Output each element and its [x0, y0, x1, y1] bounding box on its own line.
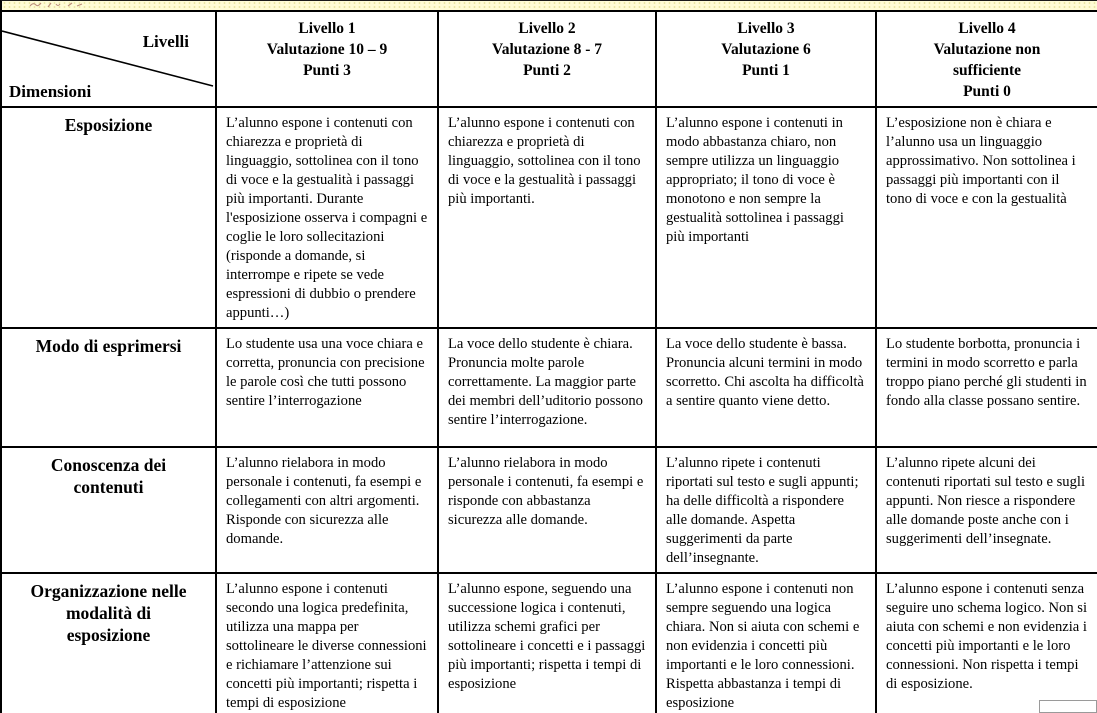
- partial-textbox-corner: [1039, 700, 1097, 713]
- cell-esposizione-livello-2: L’alunno espone i contenuti con chiarezza e proprietà di linguaggio, sottolinea con il tono di voce e la gestualità i passaggi più importanti.: [438, 107, 656, 328]
- table-row: [1, 328, 1097, 447]
- cell-esposizione-livello-4: L’esposizione non è chiara e l’alunno usa un linguaggio approssimativo. Non sottolinea i passaggi più importanti con il tono di voce e con la gestualità: [876, 107, 1097, 328]
- level-title: Livello 2: [518, 20, 576, 37]
- header-row: [1, 11, 1097, 107]
- level-punti: Punti 1: [742, 62, 790, 79]
- cell-modo-livello-3: La voce dello studente è bassa. Pronuncia alcuni termini in modo scorretto. Chi ascolta ha difficoltà a sentire quanto viene detto.: [656, 328, 876, 447]
- evaluation-rubric-table: [0, 10, 1097, 713]
- levels-label: Livelli: [142, 32, 189, 51]
- cell-conoscenza-livello-2: L’alunno rielabora in modo personale i contenuti, fa esempi e risponde con abbastanza sicurezza alle domande.: [438, 447, 656, 573]
- level-3-header: [656, 11, 876, 107]
- corner-cell: [1, 11, 216, 107]
- level-punti: Punti 0: [963, 83, 1011, 100]
- cell-organizzazione-livello-1: L’alunno espone i contenuti secondo una logica predefinita, utilizza una mappa per sottolineare le diverse connessioni e richiamare l’attenzione sui concetti più importanti; rispetta i tempi di esposizione: [216, 573, 438, 713]
- cell-modo-livello-4: Lo studente borbotta, pronuncia i termini in modo scorretto e parla troppo piano perché gli studenti in fondo alla classe possano sentire.: [876, 328, 1097, 447]
- level-title: Livello 3: [737, 20, 795, 37]
- dimension-label-conoscenza: Conoscenza dei contenuti: [1, 447, 216, 573]
- level-title: Livello 4: [958, 20, 1016, 37]
- cell-conoscenza-livello-1: L’alunno rielabora in modo personale i contenuti, fa esempi e collegamenti con altri argomenti. Risponde con sicurezza alle domande.: [216, 447, 438, 573]
- dimensions-label: Dimensioni: [9, 82, 92, 101]
- table-row: [1, 107, 1097, 328]
- level-1-header: [216, 11, 438, 107]
- dimension-label-esposizione: Esposizione: [1, 107, 216, 328]
- cell-organizzazione-livello-2: L’alunno espone, seguendo una successione logica i contenuti, utilizza schemi grafici per sottolineare i concetti e i passaggi più importanti; rispetta i tempi di esposizione: [438, 573, 656, 713]
- cell-organizzazione-livello-4: L’alunno espone i contenuti senza seguire uno schema logico. Non si aiuta con schemi e non evidenzia i concetti più importanti e le loro connessioni. Non rispetta i tempi di esposizione.: [876, 573, 1097, 713]
- level-valutazione: Valutazione 8 - 7: [491, 41, 603, 58]
- level-title: Livello 1: [298, 20, 356, 37]
- cell-modo-livello-2: La voce dello studente è chiara. Pronuncia molte parole correttamente. La maggior parte dei membri dell’uditorio possono sentire l’interrogazione.: [438, 328, 656, 447]
- dimension-label-organizzazione: Organizzazione nelle modalità di esposizione: [1, 573, 216, 713]
- cell-conoscenza-livello-3: L’alunno ripete i contenuti riportati sul testo e sugli appunti; ha delle difficoltà a rispondere alle domande. Aspetta suggerimenti da parte dell’insegnante.: [656, 447, 876, 573]
- table-row: [1, 573, 1097, 713]
- level-punti: Punti 3: [303, 62, 351, 79]
- dimension-label-modo-di-esprimersi: Modo di esprimersi: [1, 328, 216, 447]
- level-valutazione: Valutazione 6: [721, 41, 811, 58]
- cell-modo-livello-1: Lo studente usa una voce chiara e corretta, pronuncia con precisione le parole così che tutti possono sentire l’interrogazione: [216, 328, 438, 447]
- level-4-header: [876, 11, 1097, 107]
- level-valutazione: Valutazione non sufficiente: [933, 41, 1041, 79]
- level-punti: Punti 2: [523, 62, 571, 79]
- highlight-strip: [0, 0, 1097, 10]
- cell-organizzazione-livello-3: L’alunno espone i contenuti non sempre seguendo una logica chiara. Non si aiuta con schemi e non evidenzia i concetti più importanti e le loro connessioni. Rispetta abbastanza i tempi di esposizione: [656, 573, 876, 713]
- cell-esposizione-livello-1: L’alunno espone i contenuti con chiarezza e proprietà di linguaggio, sottolinea con il tono di voce e la gestualità i passaggi più importanti. Durante l'esposizione osserva i compagni e coglie le loro sollecitazioni (risponde a domande, si interrompe e ripete se vede espressioni di dubbio o prendere appunti…): [216, 107, 438, 328]
- level-valutazione: Valutazione 10 – 9: [266, 41, 388, 58]
- cell-esposizione-livello-3: L’alunno espone i contenuti in modo abbastanza chiaro, non sempre utilizza un linguaggio appropriato; il tono di voce è monotono e non sempre la gestualità sottolinea i passaggi più importanti: [656, 107, 876, 328]
- table-row: [1, 447, 1097, 573]
- level-2-header: [438, 11, 656, 107]
- scribble-mark-icon: [28, 0, 86, 9]
- cell-conoscenza-livello-4: L’alunno ripete alcuni dei contenuti riportati sul testo e sugli appunti. Non riesce a rispondere alle domande poste anche con i suggerimenti dell’insegnate.: [876, 447, 1097, 573]
